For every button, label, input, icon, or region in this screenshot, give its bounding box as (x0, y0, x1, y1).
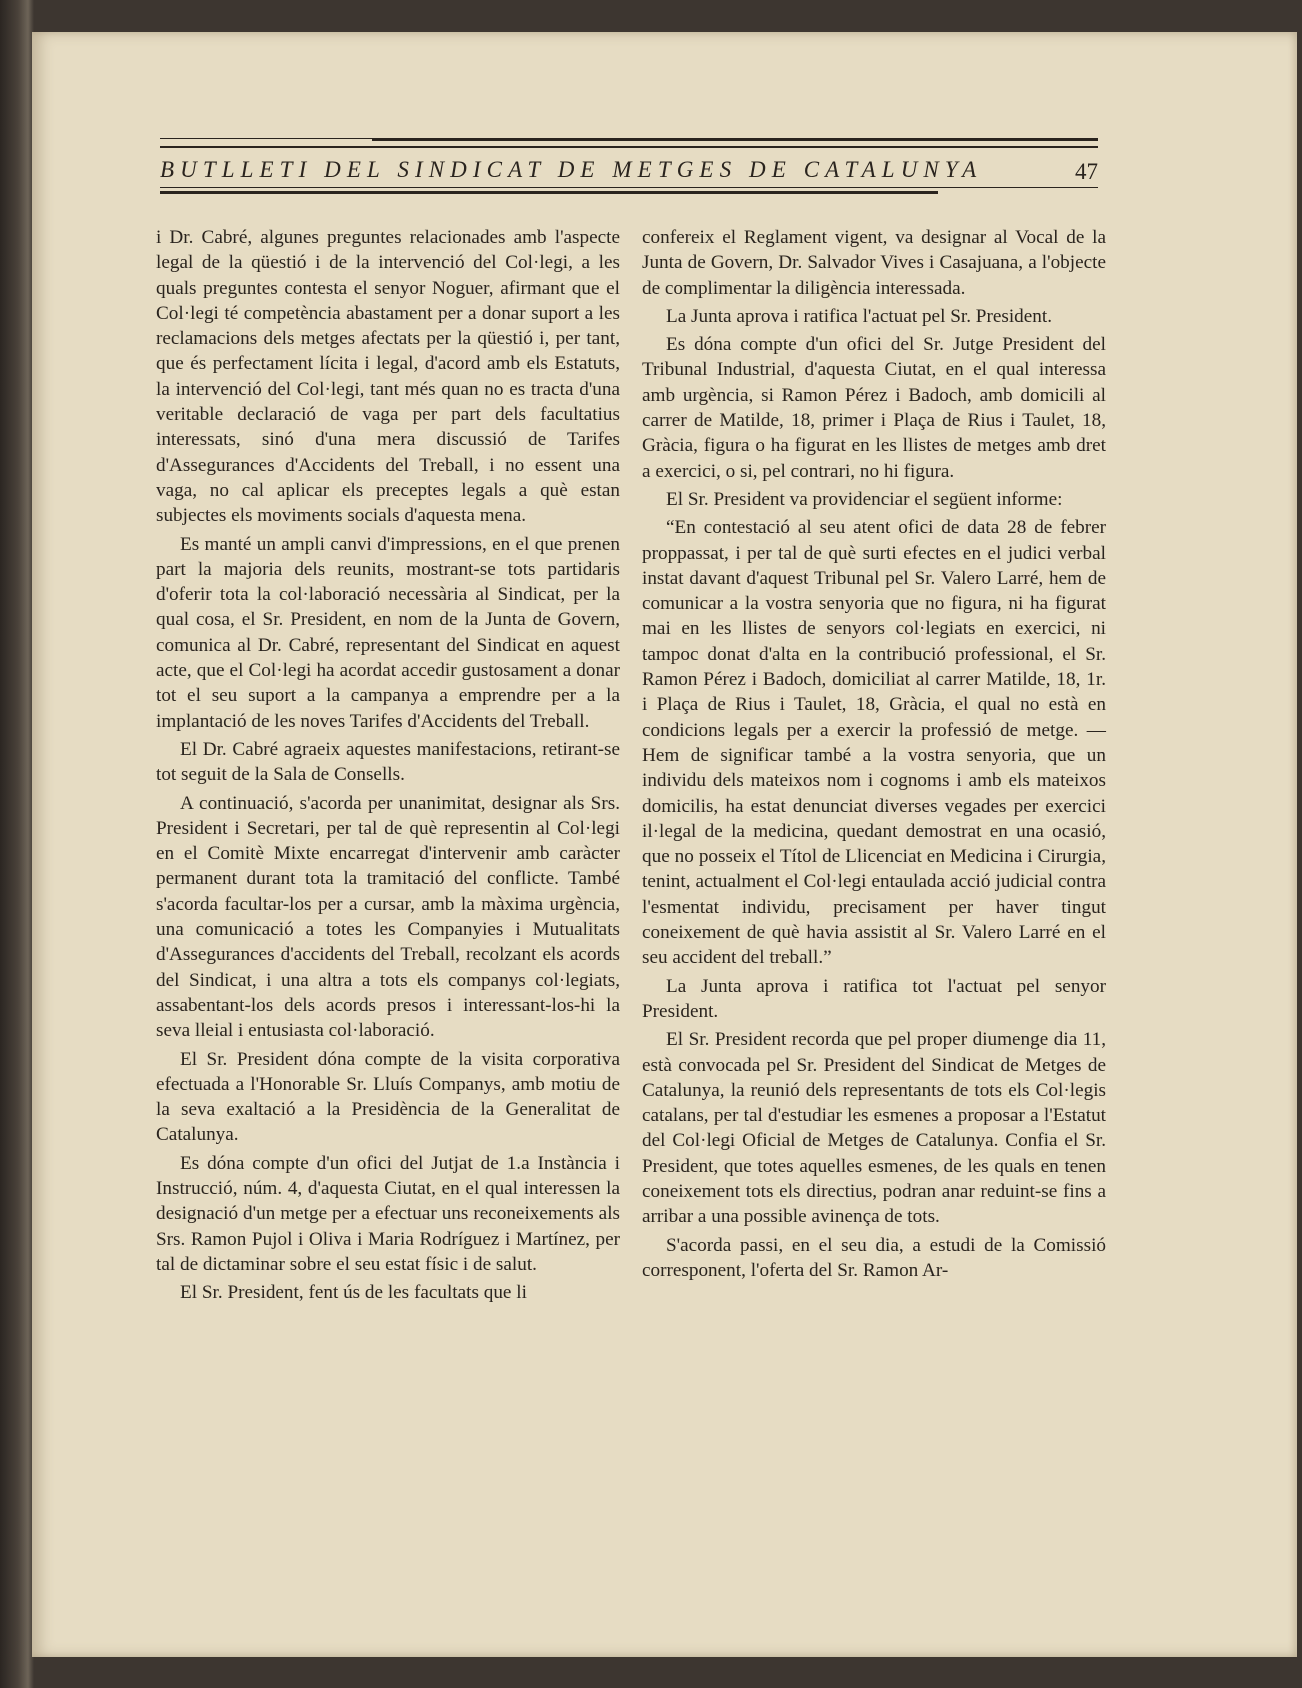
paragraph: Es dóna compte d'un ofici del Sr. Jutge President del Tribunal Industrial, d'aquesta Ciutat, en el qual interessa amb urgència, si Ramon Pérez i Badoch, amb domicili al carrer de Matilde, 18, primer i Plaça de Rius i Taulet, 18, Gràcia, figura o ha figurat en les llistes de metges amb dret a exercici, o si, pel contrari, no hi figura. (642, 334, 1106, 482)
paragraph: La Junta aprova i ratifica l'actuat pel Sr. President. (666, 305, 1053, 327)
paragraph: El Sr. President dóna compte de la visita corporativa efectuada a l'Honorable Sr. Lluís Companys, amb motiu de la seva exaltació a la Presidència de la Generalitat de Catalunya. (156, 1048, 620, 1146)
paragraph: “En contestació al seu atent ofici de data 28 de febrer proppassat, i per tal de què surti efectes en el judici verbal instat davant d'aquest Tribunal pel Sr. Valero Larré, hem de comunicar a la vostra senyoria que no figura, ni ha figurat mai en les llistes de senyors col·legiats en exercici, ni tampoc donat d'alta en la contribució professional, el Sr. Ramon Pérez i Badoch, domiciliat al carrer Matilde, 18, 1r. i Plaça de Rius i Taulet, 18, Gràcia, el qual no està en condicions legals per a exercir la professió de metge. — Hem de significar també a la vostra senyoria, que un individu dels mateixos nom i cognoms i amb els mateixos domicilis, ha estat denunciat diverses vegades per exercici il·legal de la medicina, quedant demostrat en una ocasió, que no posseix el Títol de Llicenciat en Medicina i Cirurgia, tenint, actualment el Col·legi entaulada acció judicial contra l'esmentat individu, precisament per haver tingut coneixement de què havia assistit al Sr. Valero Larré en el seu accident del treball.” (642, 517, 1106, 969)
right-column (642, 225, 1106, 1283)
paragraph: confereix el Reglament vigent, va designar al Vocal de la Junta de Govern, Dr. Salvador Vives i Casajuana, a l'objecte de complimentar la diligència interessada. (642, 227, 1106, 299)
header-rule-bottom-thin (160, 187, 1098, 188)
page-header (160, 138, 1098, 194)
paragraph: El Sr. President recorda que pel proper diumenge dia 11, està convocada pel Sr. President del Sindicat de Metges de Catalunya, la reunió dels representants de tots els Col·legis catalans, per tal d'estudiar les esmenes a proposar a l'Estatut del Col·legi Oficial de Metges de Catalunya. Confia el Sr. President, que totes aquelles esmenes, de les quals en tenen coneixement tots els directius, podran anar reduint-se fins a arribar a una possible avinença de tots. (642, 1029, 1106, 1228)
paragraph: La Junta aprova i ratifica tot l'actuat pel senyor President. (642, 975, 1106, 1022)
page-number: 47 (1075, 159, 1098, 184)
paragraph: El Sr. President va providenciar el següent informe: (666, 488, 1063, 510)
header-rule-top-second (160, 146, 1098, 148)
paragraph: El Dr. Cabré agraeix aquestes manifestacions, retirant-se tot seguit de la Sala de Consells. (156, 738, 620, 786)
paragraph: S'acorda passi, en el seu dia, a estudi de la Comissió corresponent, l'oferta del Sr. Ramon Ar- (642, 1234, 1106, 1281)
left-column (156, 225, 620, 1305)
paragraph: Es dóna compte d'un ofici del Jutjat de 1.a Instància i Instrucció, núm. 4, d'aquesta Ciutat, en el qual interessen la designació d'un metge per a efectuar uns reconeixements als Srs. Ramon Pujol i Oliva i Maria Rodríguez i Martínez, per tal de dictaminar sobre el seu estat físic i de salut. (156, 1152, 620, 1275)
header-rule-bottom (160, 191, 938, 194)
header-rule-top (372, 138, 1098, 141)
paragraph: El Sr. President, fent ús de les facultats que li (180, 1282, 527, 1304)
paragraph: i Dr. Cabré, algunes preguntes relacionades amb l'aspecte legal de la qüestió i de la intervenció del Col·legi, a les quals preguntes contesta el senyor Noguer, afirmant que el Col·legi té competència abastament per a donar suport a les reclamacions dels metges afectats per la qüestió i, per tant, que és perfectament lícita i legal, d'acord amb els Estatuts, la intervenció del Col·legi, tant més quan no es tracta d'una veritable declaració de vaga per part dels facultatius interessats, sinó d'una mera discussió de Tarifes d'Assegurances d'Accidents del Treball, i no essent una vaga, no cal aplicar els preceptes legals a què estan subjectes els moviments socials d'aquesta mena. (156, 227, 620, 527)
paragraph: Es manté un ampli canvi d'impressions, en el que prenen part la majoria dels reunits, mostrant-se tots partidaris d'oferir tota la col·laboració necessària al Sindicat, per la qual cosa, el Sr. President, en nom de la Junta de Govern, comunica al Dr. Cabré, representant del Sindicat en aquest acte, que el Col·legi ha acordat accedir gustosament a donar tot el seu suport a la campanya a emprendre per a la implantació de les noves Tarifes d'Accidents del Treball. (156, 533, 620, 732)
header-rule-top-thin (160, 138, 372, 139)
running-head: BUTLLETI DEL SINDICAT DE METGES DE CATALUNYA (160, 157, 983, 182)
paragraph: A continuació, s'acorda per unanimitat, designar als Srs. President i Secretari, per tal de què representin al Col·legi en el Comitè Mixte encarregat d'intervenir amb caràcter permanent durant tota la tramitació del conflicte. També s'acorda facultar-los per a cursar, amb la màxima urgència, una comunicació a totes les Companyies i Mutualitats d'Assegurances d'accidents del Treball, recolzant els acords del Sindicat, i una altra a tots els companys col·legiats, assabentant-los dels acords presos i interessant-los-hi la seva lleial i entusiasta col·laboració. (156, 792, 620, 1042)
